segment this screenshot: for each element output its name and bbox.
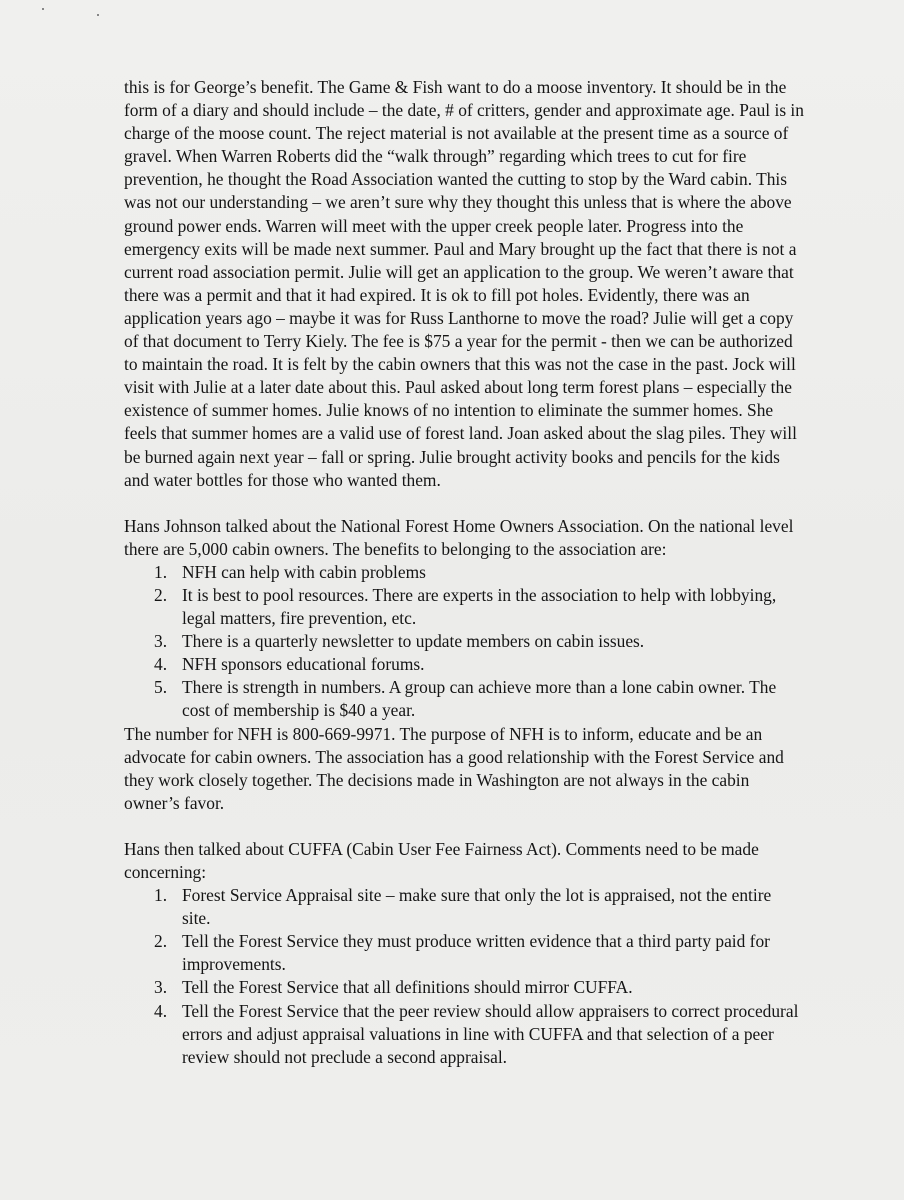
cuffa-comments-list — [124, 884, 804, 1069]
list-item — [124, 976, 804, 999]
list-number: 4. — [154, 1000, 168, 1021]
paragraph-spacer — [124, 815, 804, 838]
list-item — [124, 676, 804, 722]
list-text: Tell the Forest Service that the peer review should allow appraisers to correct procedural errors and adjust appraisal valuations in line with CUFFA and that selection of a peer review should not preclude a second appraisal. — [182, 1000, 799, 1067]
list-text: NFH sponsors educational forums. — [182, 654, 425, 675]
scan-speck — [97, 14, 99, 16]
list-item — [124, 630, 804, 653]
paragraph-nfh-closing: The number for NFH is 800-669-9971. The purpose of NFH is to inform, educate and be an advocate for cabin owners. The association has a good relationship with the Forest Service and they work closely together. The decisions made in Washington are not always in the cabin owner’s favor. — [124, 723, 784, 813]
list-number: 2. — [154, 931, 168, 952]
paragraph-road-association: this is for George’s benefit. The Game & Fish want to do a moose inventory. It should be in the form of a diary and should include – the date, # of critters, gender and approximate age. Paul is in charge of the moose count. The reject material is not available at the present time as a source of gravel. When Warren Roberts did the “walk through” regarding which trees to cut for fire prevention, he thought the Road Association wanted the cutting to stop by the Ward cabin. This was not our understanding – we aren’t sure why they thought this unless that is where the above ground power ends. Warren will meet with the upper creek people later. Progress into the emergency exits will be made next summer. Paul and Mary brought up the fact that there is not a current road association permit. Julie will get an application to the group. We weren’t aware that there was a permit and that it had expired. It is ok to fill pot holes. Evidently, there was an application years ago – maybe it was for Russ Lanthorne to move the road? Julie will get a copy of that document to Terry Kiely. The fee is $75 a year for the permit - then we can be authorized to maintain the road. It is felt by the cabin owners that this was not the case in the past. Jock will visit with Julie at a later date about this. Paul asked about long term forest plans – especially the existence of summer homes. Julie knows of no intention to eliminate the summer homes. She feels that summer homes are a valid use of forest land. Joan asked about the slag piles. They will be burned again next year – fall or spring. Julie brought activity books and pencils for the kids and water bottles for those who wanted them. — [124, 77, 804, 490]
list-item — [124, 653, 804, 676]
list-number: 3. — [154, 631, 168, 652]
list-text: NFH can help with cabin problems — [182, 561, 426, 582]
list-number: 2. — [154, 584, 168, 605]
paragraph-cuffa-intro: Hans then talked about CUFFA (Cabin User Fee Fairness Act). Comments need to be made concerning: — [124, 838, 759, 882]
list-number: 3. — [154, 977, 168, 998]
list-item — [124, 884, 804, 930]
scan-speck — [42, 8, 44, 10]
list-text: Tell the Forest Service they must produce written evidence that a third party paid for improvements. — [182, 931, 770, 975]
list-item — [124, 561, 804, 584]
list-item — [124, 930, 804, 976]
list-text: It is best to pool resources. There are experts in the association to help with lobbying, legal matters, fire prevention, etc. — [182, 584, 777, 629]
list-text: Forest Service Appraisal site – make sure that only the lot is appraised, not the entire site. — [182, 885, 772, 929]
list-number: 5. — [154, 677, 168, 698]
list-item — [124, 1000, 804, 1069]
list-number: 1. — [154, 885, 168, 906]
nfh-benefits-list — [124, 561, 804, 723]
list-text: Tell the Forest Service that all definitions should mirror CUFFA. — [182, 977, 633, 998]
document-body — [124, 76, 804, 1069]
paragraph-spacer — [124, 492, 804, 515]
list-item — [124, 584, 804, 630]
list-number: 4. — [154, 654, 168, 675]
list-text: There is strength in numbers. A group can achieve more than a lone cabin owner. The cost of membership is $40 a year. — [182, 677, 777, 721]
list-number: 1. — [154, 561, 168, 582]
paragraph-nfh-intro: Hans Johnson talked about the National Forest Home Owners Association. On the national level there are 5,000 cabin owners. The benefits to belonging to the association are: — [124, 515, 794, 559]
list-text: There is a quarterly newsletter to update members on cabin issues. — [182, 631, 645, 652]
